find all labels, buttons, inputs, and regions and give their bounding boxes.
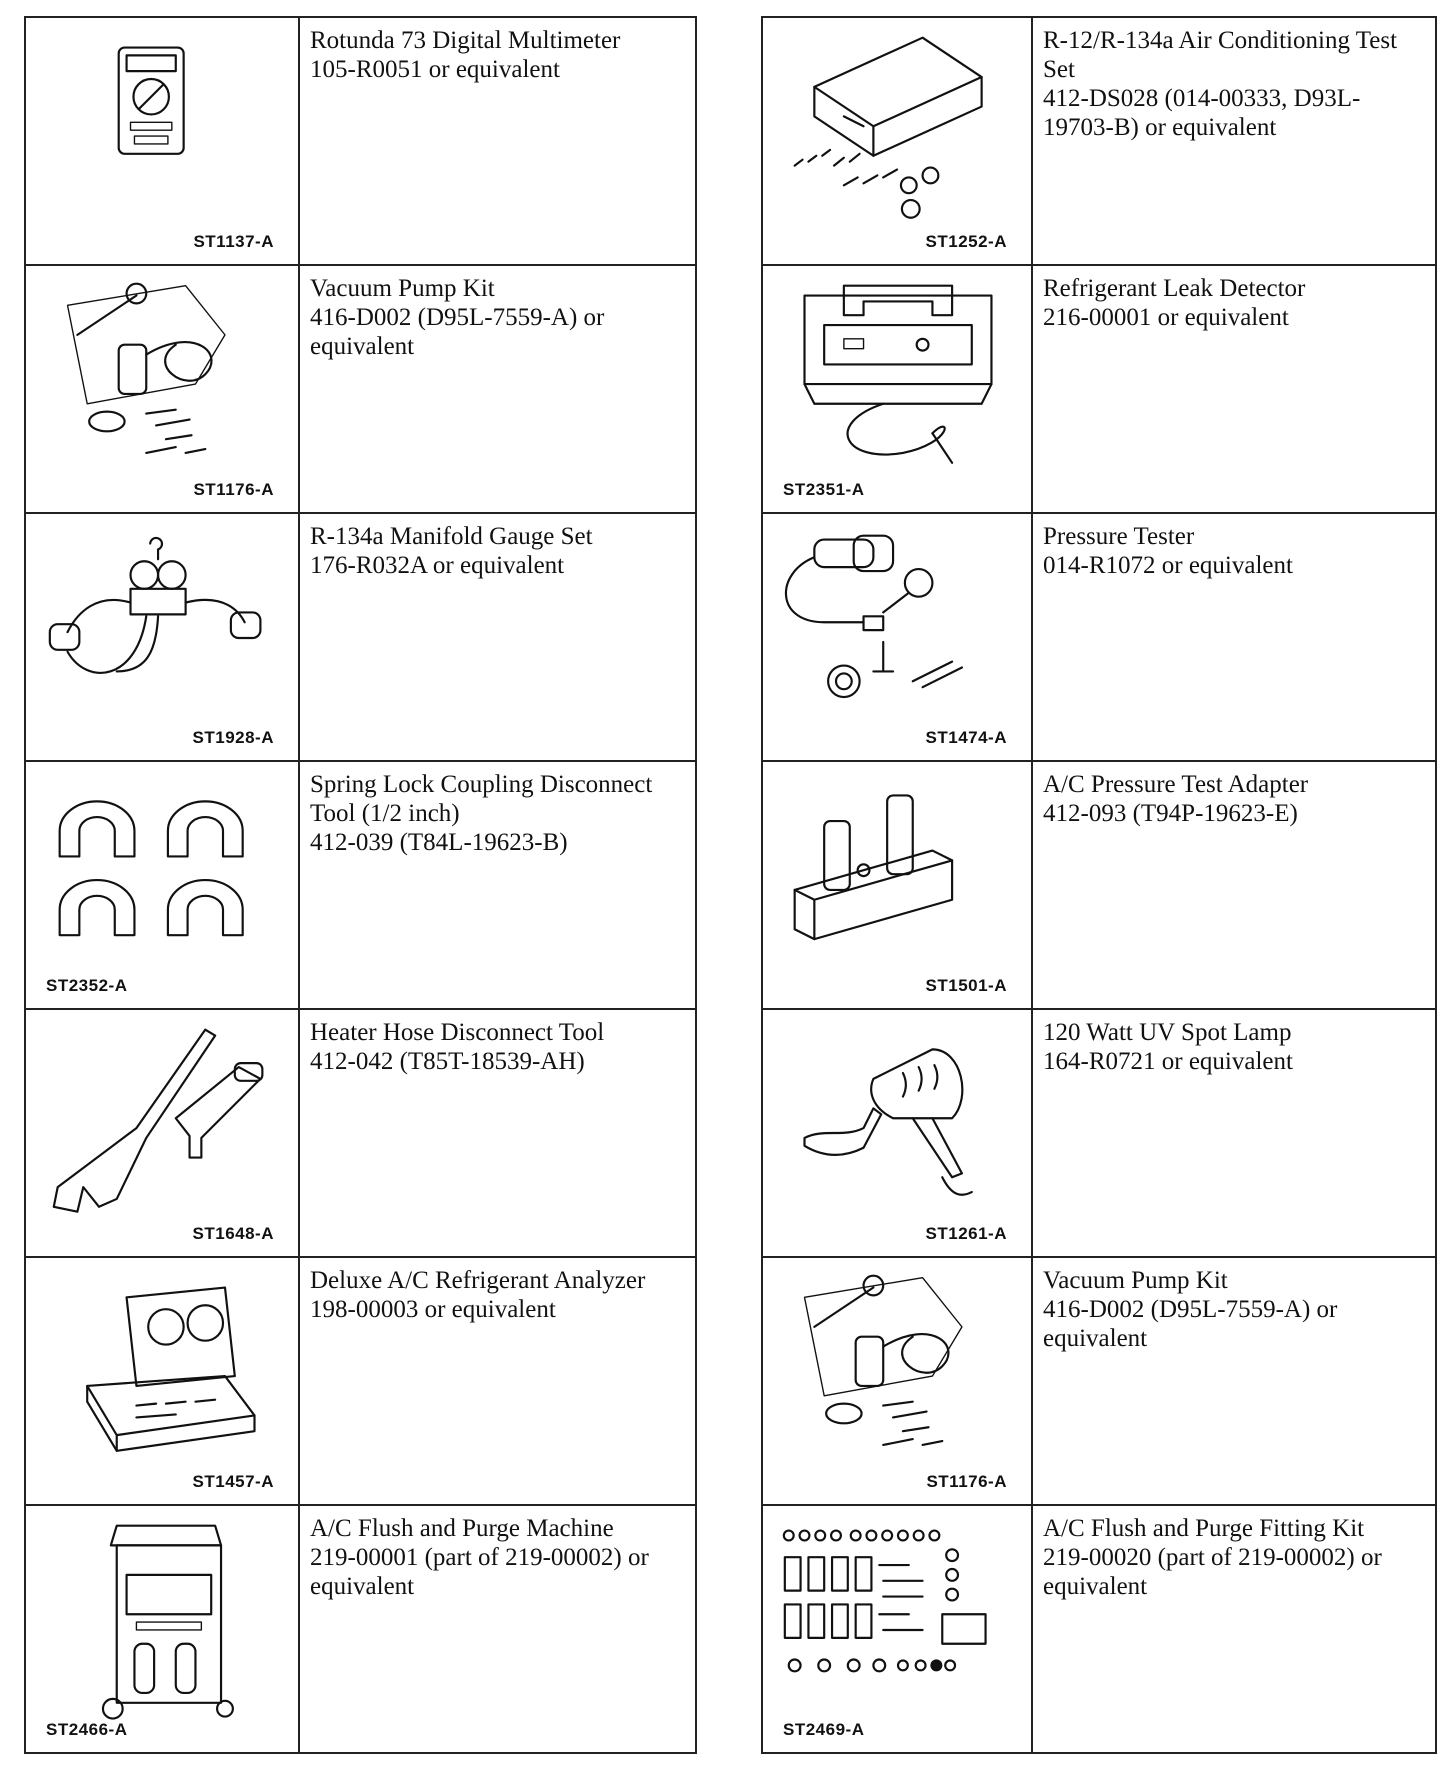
tool-description [300, 266, 695, 512]
tool-row [761, 1504, 1437, 1754]
fitting-kit-icon [763, 1506, 1031, 1752]
tool-code: ST1137-A [193, 232, 274, 251]
tool-spec: 105-R0051 or equivalent [310, 56, 560, 83]
tool-row [24, 512, 697, 762]
tool-spec: 164-R0721 or equivalent [1043, 1048, 1293, 1075]
tool-code: ST2466-A [46, 1720, 128, 1739]
tool-description [1033, 762, 1318, 1008]
tool-spec: 412-093 (T94P-19623-E) [1043, 800, 1298, 827]
tool-row [24, 1008, 697, 1258]
tool-row [24, 1256, 697, 1506]
tool-code: ST2351-A [783, 480, 865, 499]
tool-description [300, 18, 630, 264]
flush-machine-icon [26, 1506, 298, 1752]
tool-spec: 219-00020 (part of 219-00002) or equivalent [1043, 1544, 1382, 1600]
tool-title: R-12/R-134a Air Conditioning Test Set [1043, 27, 1398, 83]
tool-description [300, 1010, 614, 1256]
tool-title: Rotunda 73 Digital Multimeter [310, 27, 621, 54]
tool-spec: 198-00003 or equivalent [310, 1296, 556, 1323]
tool-illustration [763, 514, 1033, 760]
test-set-case-icon [763, 18, 1031, 264]
tool-code: ST1474-A [925, 728, 1007, 747]
tool-title: A/C Pressure Test Adapter [1043, 771, 1309, 798]
tool-illustration [26, 762, 300, 1008]
tool-title: A/C Flush and Purge Fitting Kit [1043, 1515, 1365, 1542]
tool-spec: 412-DS028 (014-00333, D93L-19703-B) or equivalent [1043, 85, 1361, 141]
tool-code: ST1457-A [192, 1472, 274, 1491]
tool-spec: 216-00001 or equivalent [1043, 304, 1289, 331]
hose-tool-icon [26, 1010, 298, 1256]
tool-row [24, 16, 697, 266]
tool-title: Heater Hose Disconnect Tool [310, 1019, 605, 1046]
tool-code: ST1928-A [192, 728, 274, 747]
tool-description [300, 1258, 655, 1504]
tool-row [24, 760, 697, 1010]
tool-code: ST1176-A [193, 480, 274, 499]
tool-title: Refrigerant Leak Detector [1043, 275, 1306, 302]
tool-description [300, 762, 695, 1008]
pressure-tester-icon [763, 514, 1031, 760]
tool-description [1033, 1506, 1435, 1752]
tool-description [300, 514, 603, 760]
tool-illustration [26, 266, 300, 512]
analyzer-case-icon [26, 1258, 298, 1504]
tool-code: ST1501-A [925, 976, 1007, 995]
vacuum-pump-icon [763, 1258, 1031, 1504]
tool-title: R-134a Manifold Gauge Set [310, 523, 593, 550]
tool-title: Spring Lock Coupling Disconnect Tool (1/2 inch) [310, 771, 653, 827]
tool-row [761, 1008, 1437, 1258]
tool-spec: 412-039 (T84L-19623-B) [310, 829, 568, 856]
tool-title: A/C Flush and Purge Machine [310, 1515, 614, 1542]
tool-title: Vacuum Pump Kit [1043, 1267, 1228, 1294]
leak-detector-icon [763, 266, 1031, 512]
vacuum-pump-icon [26, 266, 298, 512]
tool-spec: 014-R1072 or equivalent [1043, 552, 1293, 579]
tool-illustration [26, 1010, 300, 1256]
tool-description [1033, 1258, 1435, 1504]
tool-title: Vacuum Pump Kit [310, 275, 495, 302]
multimeter-icon [26, 18, 298, 264]
tool-spec: 416-D002 (D95L-7559-A) or equivalent [1043, 1296, 1338, 1352]
right-tool-table [761, 16, 1437, 1754]
tool-illustration [26, 1258, 300, 1504]
tool-code: ST2352-A [46, 976, 128, 995]
gauge-set-icon [26, 514, 298, 760]
tool-row [761, 1256, 1437, 1506]
tool-spec: 412-042 (T85T-18539-AH) [310, 1048, 585, 1075]
tool-code: ST1252-A [925, 232, 1007, 251]
tool-illustration [26, 18, 300, 264]
uv-lamp-icon [763, 1010, 1031, 1256]
tool-row [24, 1504, 697, 1754]
tool-description [1033, 1010, 1303, 1256]
coupling-tool-icon [26, 762, 298, 1008]
tool-description [300, 1506, 695, 1752]
tool-title: 120 Watt UV Spot Lamp [1043, 1019, 1292, 1046]
tool-illustration [763, 18, 1033, 264]
tool-title: Deluxe A/C Refrigerant Analyzer [310, 1267, 646, 1294]
tool-description [1033, 18, 1435, 264]
tool-code: ST1176-A [926, 1472, 1007, 1491]
tool-row [24, 264, 697, 514]
tool-illustration [763, 1258, 1033, 1504]
tool-row [761, 760, 1437, 1010]
tool-illustration [26, 1506, 300, 1752]
tool-description [1033, 266, 1315, 512]
tool-row [761, 512, 1437, 762]
tool-description [1033, 514, 1303, 760]
tool-illustration [763, 266, 1033, 512]
tool-row [761, 16, 1437, 266]
tool-code: ST1261-A [925, 1224, 1007, 1243]
tool-title: Pressure Tester [1043, 523, 1195, 550]
tool-spec: 176-R032A or equivalent [310, 552, 565, 579]
tool-spec: 416-D002 (D95L-7559-A) or equivalent [310, 304, 605, 360]
tool-row [761, 264, 1437, 514]
tool-illustration [26, 514, 300, 760]
tool-illustration [763, 762, 1033, 1008]
tool-code: ST1648-A [192, 1224, 274, 1243]
test-adapter-icon [763, 762, 1031, 1008]
tool-illustration [763, 1506, 1033, 1752]
tool-spec: 219-00001 (part of 219-00002) or equivalent [310, 1544, 649, 1600]
tool-illustration [763, 1010, 1033, 1256]
left-tool-table [24, 16, 697, 1754]
tool-code: ST2469-A [783, 1720, 865, 1739]
